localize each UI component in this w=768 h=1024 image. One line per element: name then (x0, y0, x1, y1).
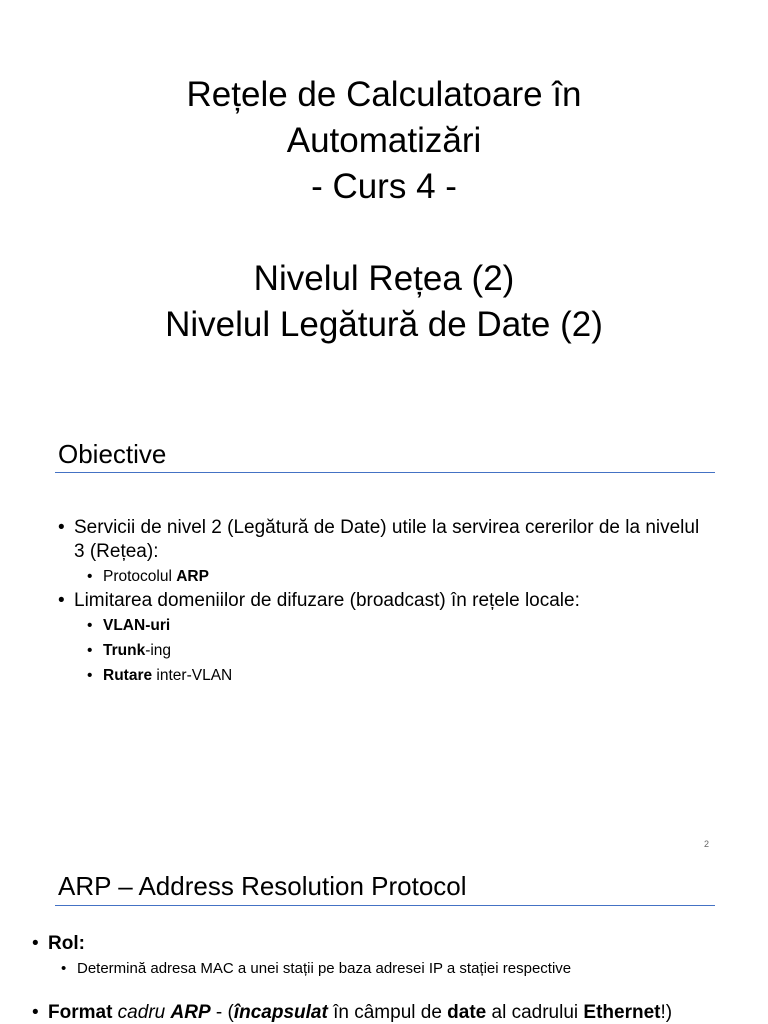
sub-bullet-bold: ARP (176, 568, 209, 585)
arp-list (32, 932, 732, 1024)
bullet-text: al cadrului (486, 1002, 584, 1023)
sub-bullet-bold: Rutare (103, 667, 153, 684)
objectives-list (58, 516, 708, 688)
bullet-text: în câmpul de (327, 1002, 448, 1023)
bullet-text: - ( (210, 1002, 234, 1023)
bullet-italic: cadru (112, 1002, 171, 1023)
objectives-slide (0, 432, 768, 864)
title-line-1: Rețele de Calculatoare în (186, 75, 582, 114)
arp-slide (0, 864, 768, 1024)
bullet-bold: Format (48, 1002, 113, 1023)
bullet-bold-italic: ARP (170, 1002, 211, 1023)
heading-divider (55, 472, 715, 473)
sub-bullet-bold: Trunk (103, 642, 146, 659)
sub-bullet-item (58, 613, 708, 638)
bullet-bold: Rol: (48, 933, 85, 954)
title-spacer (0, 210, 768, 256)
slide-heading: Obiective (58, 439, 167, 469)
title-slide (0, 0, 768, 432)
sub-bullet-text: -ing (145, 642, 172, 659)
title-line-3: - Curs 4 - (311, 167, 457, 206)
bullet-item (32, 932, 732, 956)
heading-divider (55, 905, 715, 906)
list-spacer (32, 981, 732, 1001)
bullet-item: • Servicii de nivel 2 (Legătură de Date) utile la servirea cererilor de la nivelul 3 (Rețea): (58, 516, 708, 564)
bullet-item (32, 1001, 732, 1024)
sub-bullet-bold: VLAN-uri (103, 617, 171, 634)
sub-bullet-text: Protocolul (103, 568, 177, 585)
title-line-5: Nivelul Legătură de Date (2) (165, 305, 603, 344)
bullet-bold: date (447, 1002, 487, 1023)
title-line-4: Nivelul Rețea (2) (253, 259, 515, 298)
sub-bullet-item (58, 638, 708, 663)
bullet-text: !) (660, 1002, 673, 1023)
slide-heading: ARP – Address Resolution Protocol (58, 871, 467, 901)
sub-bullet-item (58, 564, 708, 589)
sub-bullet-item: • Determină adresa MAC a unei stații pe baza adresei IP a stației respective (32, 956, 732, 981)
course-title (0, 72, 768, 348)
bullet-bold: Ethernet (583, 1002, 661, 1023)
bullet-bold-italic: încapsulat (233, 1002, 328, 1023)
bullet-item: • Limitarea domeniilor de difuzare (broadcast) în rețele locale: (58, 589, 708, 613)
sub-bullet-text: inter-VLAN (152, 667, 233, 684)
page-number: 2 (703, 839, 709, 849)
sub-bullet-item (58, 663, 708, 688)
title-line-2: Automatizări (286, 121, 482, 160)
